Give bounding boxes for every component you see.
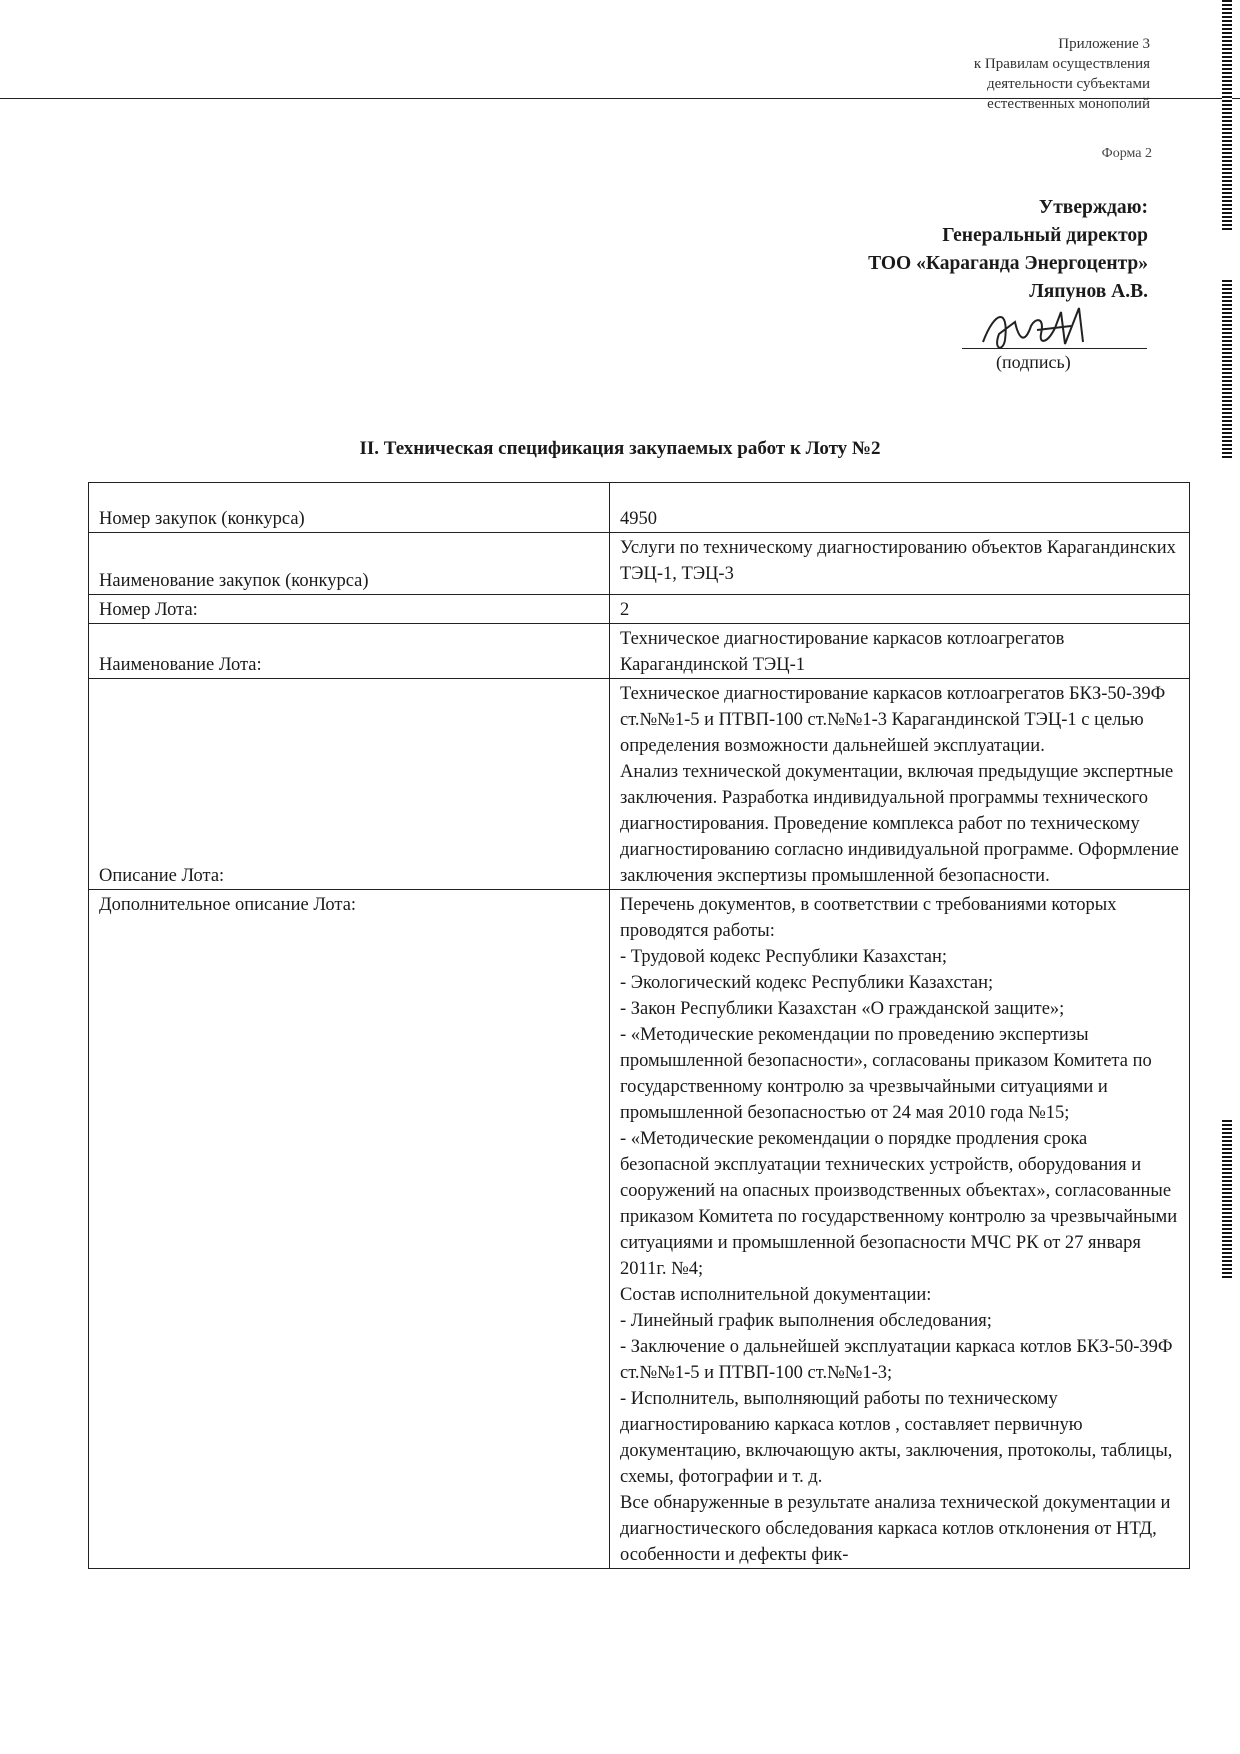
row-value: Услуги по техническому диагностированию объектов Карагандинских ТЭЦ-1, ТЭЦ-3 <box>610 533 1190 595</box>
specification-table <box>88 482 1190 1569</box>
approval-block <box>628 194 1148 306</box>
table-row <box>89 890 1190 1569</box>
additional-description-line: - Трудовой кодекс Республики Казахстан; <box>620 947 948 967</box>
row-label: Номер закупок (конкурса) <box>89 483 610 533</box>
additional-description-line: - Закон Республики Казахстан «О гражданской защите»; <box>620 999 1065 1019</box>
signature-line <box>962 348 1147 349</box>
appendix-line: к Правилам осуществления <box>973 56 1150 72</box>
approver-position: Генеральный директор <box>942 225 1148 246</box>
scan-edge-mark <box>1222 0 1232 230</box>
appendix-line: деятельности субъектами <box>986 76 1150 92</box>
row-label: Номер Лота: <box>89 595 610 624</box>
table-row <box>89 483 1190 533</box>
appendix-reference <box>750 34 1150 114</box>
scan-edge-mark <box>1222 280 1232 460</box>
additional-description-line: - Экологический кодекс Республики Казахстан; <box>620 973 994 993</box>
additional-description-line: - «Методические рекомендации по проведению экспертизы промышленной безопасности», согласованы приказом Комитета по государственному контролю за чрезвычайными ситуациями и промышленной безопасностью от 24 мая 2010 года №15; <box>620 1025 1152 1123</box>
table-row <box>89 533 1190 595</box>
row-value: 4950 <box>610 483 1190 533</box>
row-label: Описание Лота: <box>89 679 610 890</box>
form-number: Форма 2 <box>1101 146 1152 161</box>
top-divider <box>0 98 1240 99</box>
approver-name: Ляпунов А.В. <box>1029 281 1148 302</box>
row-label: Дополнительное описание Лота: <box>89 890 610 1569</box>
additional-description-line: - Линейный график выполнения обследования; <box>620 1311 992 1331</box>
approver-company: ТОО «Караганда Энергоцентр» <box>868 253 1148 274</box>
additional-description-line: - Заключение о дальнейшей эксплуатации каркаса котлов БКЗ-50-39Ф ст.№№1-5 и ПТВП-100 ст.№№1-3; <box>620 1337 1173 1383</box>
scan-edge-mark <box>1222 1120 1232 1280</box>
row-value <box>610 679 1190 890</box>
appendix-line: естественных монополий <box>987 96 1150 112</box>
row-value <box>610 890 1190 1569</box>
row-value: 2 <box>610 595 1190 624</box>
lot-description-paragraph: Анализ технической документации, включая предыдущие экспертные заключения. Разработка индивидуальной программы технического диагностирования. Проведение комплекса работ по техническому диагностированию согласно индивидуальной программе. Оформление заключения экспертизы промышленной безопасности. <box>620 762 1179 886</box>
row-label: Наименование закупок (конкурса) <box>89 533 610 595</box>
additional-description-line: - Исполнитель, выполняющий работы по техническому диагностированию каркаса котлов , составляет первичную документацию, включающую акты, заключения, протоколы, таблицы, схемы, фотографии и т. д. <box>620 1389 1173 1487</box>
additional-description-line: - «Методические рекомендации о порядке продления срока безопасной эксплуатации технических устройств, оборудования и сооружений на опасных производственных объектах», согласованные приказом Комитета по государственному контролю за чрезвычайными ситуациями и промышленной безопасности МЧС РК от 27 января 2011г. №4; <box>620 1129 1178 1279</box>
row-label: Наименование Лота: <box>89 624 610 679</box>
row-value: Техническое диагностирование каркасов котлоагрегатов Карагандинской ТЭЦ-1 <box>610 624 1190 679</box>
table-row <box>89 595 1190 624</box>
approval-title: Утверждаю: <box>1038 197 1148 218</box>
signature-caption: (подпись) <box>996 352 1071 372</box>
lot-description-paragraph: Техническое диагностирование каркасов котлоагрегатов БКЗ-50-39Ф ст.№№1-5 и ПТВП-100 ст.№№1-3 Карагандинской ТЭЦ-1 с целью определения возможности дальнейшей эксплуатации. <box>620 684 1166 756</box>
additional-description-line: Перечень документов, в соответствии с требованиями которых проводятся работы: <box>620 895 1117 941</box>
appendix-line: Приложение 3 <box>1058 36 1150 52</box>
additional-description-line: Состав исполнительной документации: <box>620 1285 932 1305</box>
additional-description-line: Все обнаруженные в результате анализа технической документации и диагностического обследования каркаса котлов отклонения от НТД, особенности и дефекты фик- <box>620 1493 1171 1565</box>
document-heading: II. Техническая спецификация закупаемых работ к Лоту №2 <box>359 438 881 459</box>
table-row <box>89 679 1190 890</box>
table-row <box>89 624 1190 679</box>
